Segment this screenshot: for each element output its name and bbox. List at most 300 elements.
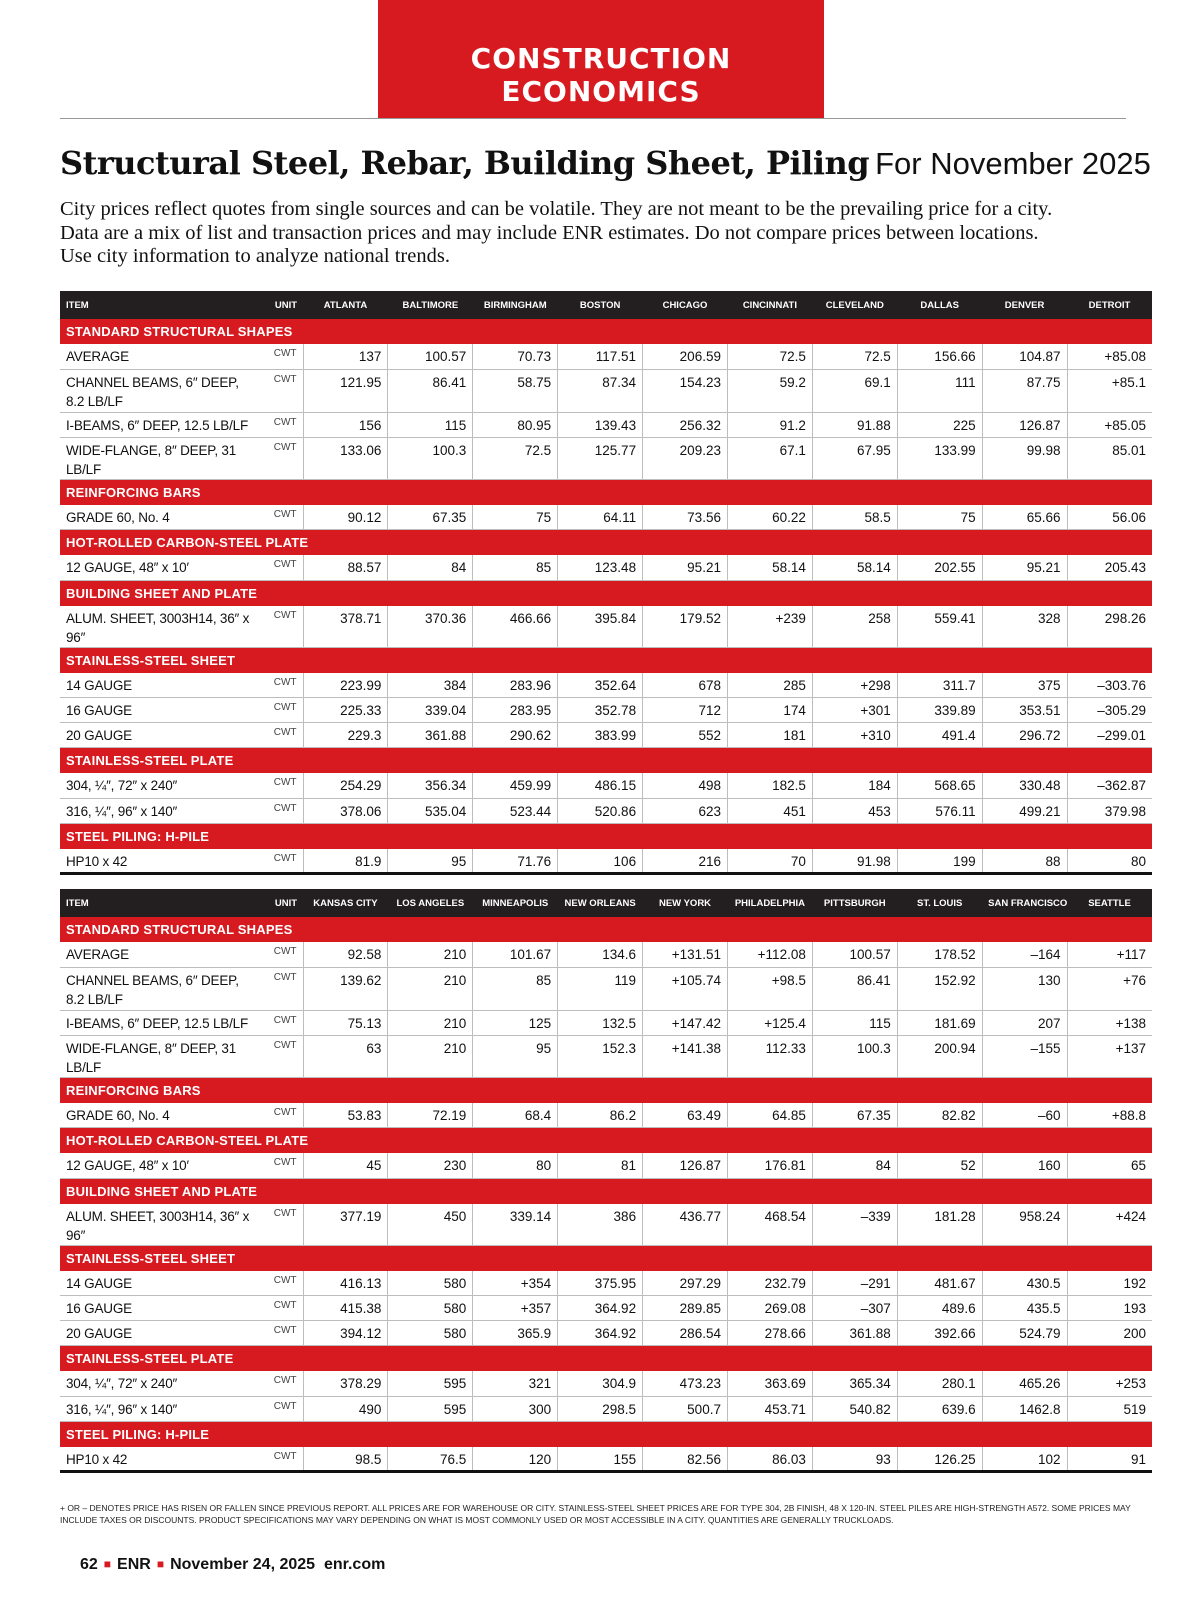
price-cell: 202.55 bbox=[897, 555, 982, 580]
price-cell: 392.66 bbox=[897, 1321, 982, 1346]
column-header-city: DETROIT bbox=[1067, 291, 1152, 319]
price-cell: 63.49 bbox=[643, 1103, 728, 1128]
price-cell: 379.98 bbox=[1067, 798, 1152, 823]
price-cell: 595 bbox=[388, 1371, 473, 1396]
unit-cell: CWT bbox=[265, 1010, 303, 1035]
price-cell: 297.29 bbox=[643, 1271, 728, 1296]
price-cell: 378.29 bbox=[303, 1371, 388, 1396]
unit-cell: CWT bbox=[265, 1035, 303, 1077]
intro-line: City prices reflect quotes from single sources and can be volatile. They are not meant to be the prevailing price for a city. bbox=[60, 198, 1053, 220]
intro-line: Use city information to analyze national trends. bbox=[60, 245, 450, 267]
unit-cell: CWT bbox=[265, 967, 303, 1010]
price-cell: 278.66 bbox=[727, 1321, 812, 1346]
price-cell: –303.76 bbox=[1067, 673, 1152, 698]
price-cell: 375.95 bbox=[558, 1271, 643, 1296]
column-header-city: CHICAGO bbox=[643, 291, 728, 319]
unit-cell: CWT bbox=[265, 1371, 303, 1396]
price-cell: 486.15 bbox=[558, 773, 643, 798]
price-cell: 580 bbox=[388, 1296, 473, 1321]
price-cell: 67.35 bbox=[812, 1103, 897, 1128]
table-row bbox=[60, 673, 1152, 698]
price-cell: 415.38 bbox=[303, 1296, 388, 1321]
price-cell: 100.57 bbox=[812, 942, 897, 967]
price-cell: 229.3 bbox=[303, 723, 388, 748]
section-title: STANDARD STRUCTURAL SHAPES bbox=[60, 319, 1152, 344]
table-row bbox=[60, 1204, 1152, 1246]
section-header-row bbox=[60, 917, 1152, 942]
price-cell: 86.41 bbox=[388, 369, 473, 412]
price-cell: 82.82 bbox=[897, 1103, 982, 1128]
item-name: ALUM. SHEET, 3003H14, 36″ x 96″ bbox=[60, 606, 265, 648]
price-cell: +117 bbox=[1067, 942, 1152, 967]
price-cell: 80.95 bbox=[473, 412, 558, 437]
column-header-city: KANSAS CITY bbox=[303, 889, 388, 917]
item-name: 16 GAUGE bbox=[60, 1296, 265, 1321]
price-cell: 115 bbox=[812, 1010, 897, 1035]
page-number: 62 bbox=[80, 1556, 98, 1573]
unit-cell: CWT bbox=[265, 505, 303, 530]
price-cell: 283.95 bbox=[473, 698, 558, 723]
section-title: STAINLESS-STEEL SHEET bbox=[60, 1245, 1152, 1271]
price-cell: 95.21 bbox=[643, 555, 728, 580]
page-folio bbox=[80, 1556, 385, 1574]
price-cell: +357 bbox=[473, 1296, 558, 1321]
section-title: BUILDING SHEET AND PLATE bbox=[60, 1178, 1152, 1204]
price-cell: 200.94 bbox=[897, 1035, 982, 1077]
item-name: 304, ¼″, 72″ x 240″ bbox=[60, 1371, 265, 1396]
table-row bbox=[60, 505, 1152, 530]
section-header-row bbox=[60, 479, 1152, 505]
price-cell: 152.3 bbox=[558, 1035, 643, 1077]
price-cell: 378.71 bbox=[303, 606, 388, 648]
column-header-city: CINCINNATI bbox=[727, 291, 812, 319]
item-name: CHANNEL BEAMS, 6″ DEEP, 8.2 LB/LF bbox=[60, 967, 265, 1010]
section-header-row bbox=[60, 580, 1152, 606]
price-cell: 67.35 bbox=[388, 505, 473, 530]
price-cell: 91.98 bbox=[812, 849, 897, 874]
table-row bbox=[60, 412, 1152, 437]
section-title: STAINLESS-STEEL SHEET bbox=[60, 647, 1152, 673]
price-cell: 72.19 bbox=[388, 1103, 473, 1128]
price-cell: 580 bbox=[388, 1271, 473, 1296]
price-cell: 223.99 bbox=[303, 673, 388, 698]
price-cell: 370.36 bbox=[388, 606, 473, 648]
price-cell: +147.42 bbox=[643, 1010, 728, 1035]
price-cell: 69.1 bbox=[812, 369, 897, 412]
unit-cell: CWT bbox=[265, 1103, 303, 1128]
price-cell: 210 bbox=[388, 1010, 473, 1035]
section-title: STEEL PILING: H-PILE bbox=[60, 1421, 1152, 1447]
column-header-city: NEW ORLEANS bbox=[558, 889, 643, 917]
price-cell: 258 bbox=[812, 606, 897, 648]
section-title: STEEL PILING: H-PILE bbox=[60, 823, 1152, 849]
price-cell: 125.77 bbox=[558, 437, 643, 479]
price-cell: +76 bbox=[1067, 967, 1152, 1010]
price-cell: 70.73 bbox=[473, 344, 558, 369]
price-cell: 468.54 bbox=[727, 1204, 812, 1246]
price-cell: 84 bbox=[388, 555, 473, 580]
price-cell: –299.01 bbox=[1067, 723, 1152, 748]
price-cell: 377.19 bbox=[303, 1204, 388, 1246]
section-title: REINFORCING BARS bbox=[60, 479, 1152, 505]
price-cell: 75 bbox=[897, 505, 982, 530]
table-row bbox=[60, 773, 1152, 798]
price-cell: 207 bbox=[982, 1010, 1067, 1035]
price-cell: 100.3 bbox=[812, 1035, 897, 1077]
price-cell: +298 bbox=[812, 673, 897, 698]
price-cell: 58.75 bbox=[473, 369, 558, 412]
price-cell: 459.99 bbox=[473, 773, 558, 798]
price-cell: –305.29 bbox=[1067, 698, 1152, 723]
price-cell: 67.95 bbox=[812, 437, 897, 479]
price-cell: 87.34 bbox=[558, 369, 643, 412]
item-name: AVERAGE bbox=[60, 942, 265, 967]
unit-cell: CWT bbox=[265, 555, 303, 580]
price-cell: 300 bbox=[473, 1396, 558, 1421]
price-cell: 491.4 bbox=[897, 723, 982, 748]
unit-cell: CWT bbox=[265, 773, 303, 798]
price-cell: 364.92 bbox=[558, 1296, 643, 1321]
price-cell: 193 bbox=[1067, 1296, 1152, 1321]
price-cell: 394.12 bbox=[303, 1321, 388, 1346]
section-header-row bbox=[60, 1128, 1152, 1154]
price-cell: +85.05 bbox=[1067, 412, 1152, 437]
price-cell: +424 bbox=[1067, 1204, 1152, 1246]
page-title-sub: For November 2025 bbox=[875, 146, 1151, 181]
table-header-row bbox=[60, 291, 1152, 319]
table-row bbox=[60, 606, 1152, 648]
unit-cell: CWT bbox=[265, 344, 303, 369]
price-cell: 453.71 bbox=[727, 1396, 812, 1421]
price-cell: 209.23 bbox=[643, 437, 728, 479]
unit-cell: CWT bbox=[265, 849, 303, 874]
price-cell: 384 bbox=[388, 673, 473, 698]
table-row bbox=[60, 437, 1152, 479]
table-row bbox=[60, 1296, 1152, 1321]
column-header-city: SEATTLE bbox=[1067, 889, 1152, 917]
item-name: HP10 x 42 bbox=[60, 849, 265, 874]
price-cell: 465.26 bbox=[982, 1371, 1067, 1396]
price-cell: 199 bbox=[897, 849, 982, 874]
price-cell: 436.77 bbox=[643, 1204, 728, 1246]
price-cell: 352.78 bbox=[558, 698, 643, 723]
item-name: 304, ¼″, 72″ x 240″ bbox=[60, 773, 265, 798]
table-row bbox=[60, 1035, 1152, 1077]
price-cell: 75 bbox=[473, 505, 558, 530]
price-cell: 205.43 bbox=[1067, 555, 1152, 580]
price-cell: 232.79 bbox=[727, 1271, 812, 1296]
price-cell: 117.51 bbox=[558, 344, 643, 369]
price-cell: +137 bbox=[1067, 1035, 1152, 1077]
table-row bbox=[60, 723, 1152, 748]
item-name: GRADE 60, No. 4 bbox=[60, 1103, 265, 1128]
price-cell: 115 bbox=[388, 412, 473, 437]
price-cell: 450 bbox=[388, 1204, 473, 1246]
table-row bbox=[60, 1371, 1152, 1396]
section-header-row bbox=[60, 1077, 1152, 1103]
price-cell: 56.06 bbox=[1067, 505, 1152, 530]
column-header-city: NEW YORK bbox=[643, 889, 728, 917]
price-cell: 339.04 bbox=[388, 698, 473, 723]
price-cell: 481.67 bbox=[897, 1271, 982, 1296]
price-cell: 139.62 bbox=[303, 967, 388, 1010]
price-cell: 430.5 bbox=[982, 1271, 1067, 1296]
price-cell: 256.32 bbox=[643, 412, 728, 437]
unit-cell: CWT bbox=[265, 1153, 303, 1178]
price-cell: 102 bbox=[982, 1447, 1067, 1472]
page-title-main: Structural Steel, Rebar, Building Sheet, Piling bbox=[60, 144, 870, 182]
table-header-row bbox=[60, 889, 1152, 917]
price-cell: 280.1 bbox=[897, 1371, 982, 1396]
price-cell: 296.72 bbox=[982, 723, 1067, 748]
price-cell: 184 bbox=[812, 773, 897, 798]
section-title: STAINLESS-STEEL PLATE bbox=[60, 1346, 1152, 1372]
price-cell: 490 bbox=[303, 1396, 388, 1421]
footnote: + OR – DENOTES PRICE HAS RISEN OR FALLEN SINCE PREVIOUS REPORT. ALL PRICES ARE FOR WAREHOUSE OR CITY. STAINLESS-STEEL SHEET PRICES ARE FOR TYPE 304, 2B FINISH, 48 X 120-IN. STEEL PILES ARE HIGH-STRENGTH A572. SOME PRICES MAY INCLUDE TAXES OR DISCOUNTS. PRODUCT SPECIFICATIONS MAY VARY DEPENDING ON WHAT IS MOST COMMONLY USED OR MOST ACCESSIBLE IN A CITY. QUANTITIES ARE GENERALLY TRUCKLOADS. bbox=[60, 1503, 1131, 1525]
price-cell: 112.33 bbox=[727, 1035, 812, 1077]
price-cell: 353.51 bbox=[982, 698, 1067, 723]
issue-date: November 24, 2025 bbox=[170, 1556, 316, 1573]
price-cell: 678 bbox=[643, 673, 728, 698]
price-cell: 182.5 bbox=[727, 773, 812, 798]
section-header-row bbox=[60, 823, 1152, 849]
price-cell: 363.69 bbox=[727, 1371, 812, 1396]
section-banner bbox=[378, 0, 824, 118]
price-cell: 70 bbox=[727, 849, 812, 874]
table-row bbox=[60, 967, 1152, 1010]
item-name: 20 GAUGE bbox=[60, 723, 265, 748]
price-cell: +301 bbox=[812, 698, 897, 723]
column-header-city: ST. LOUIS bbox=[897, 889, 982, 917]
table-row bbox=[60, 555, 1152, 580]
price-cell: 498 bbox=[643, 773, 728, 798]
section-title: STAINLESS-STEEL PLATE bbox=[60, 748, 1152, 774]
column-header-city: PHILADELPHIA bbox=[727, 889, 812, 917]
price-cell: 58.14 bbox=[812, 555, 897, 580]
price-cell: 206.59 bbox=[643, 344, 728, 369]
column-header-city: DALLAS bbox=[897, 291, 982, 319]
item-name: WIDE-FLANGE, 8″ DEEP, 31 LB/LF bbox=[60, 1035, 265, 1077]
unit-cell: CWT bbox=[265, 723, 303, 748]
column-header-unit: UNIT bbox=[265, 889, 303, 917]
unit-cell: CWT bbox=[265, 1447, 303, 1472]
price-cell: 60.22 bbox=[727, 505, 812, 530]
price-cell: 139.43 bbox=[558, 412, 643, 437]
price-cell: +88.8 bbox=[1067, 1103, 1152, 1128]
price-cell: 200 bbox=[1067, 1321, 1152, 1346]
price-cell: 535.04 bbox=[388, 798, 473, 823]
price-cell: 91 bbox=[1067, 1447, 1152, 1472]
price-cell: 225 bbox=[897, 412, 982, 437]
price-cell: 210 bbox=[388, 942, 473, 967]
price-cell: 126.87 bbox=[643, 1153, 728, 1178]
price-cell: +138 bbox=[1067, 1010, 1152, 1035]
price-cell: 580 bbox=[388, 1321, 473, 1346]
price-cell: –164 bbox=[982, 942, 1067, 967]
price-cell: 499.21 bbox=[982, 798, 1067, 823]
item-name: HP10 x 42 bbox=[60, 1447, 265, 1472]
table-row bbox=[60, 1153, 1152, 1178]
price-cell: 192 bbox=[1067, 1271, 1152, 1296]
price-cell: 623 bbox=[643, 798, 728, 823]
section-header-row bbox=[60, 1346, 1152, 1372]
price-cell: 134.6 bbox=[558, 942, 643, 967]
price-cell: 155 bbox=[558, 1447, 643, 1472]
price-cell: 64.85 bbox=[727, 1103, 812, 1128]
price-cell: 86.41 bbox=[812, 967, 897, 1010]
price-cell: 106 bbox=[558, 849, 643, 874]
table-row bbox=[60, 1396, 1152, 1421]
unit-cell: CWT bbox=[265, 437, 303, 479]
price-cell: 84 bbox=[812, 1153, 897, 1178]
unit-cell: CWT bbox=[265, 698, 303, 723]
price-cell: 451 bbox=[727, 798, 812, 823]
price-cell: 269.08 bbox=[727, 1296, 812, 1321]
price-cell: 88.57 bbox=[303, 555, 388, 580]
price-cell: 85 bbox=[473, 555, 558, 580]
price-cell: 154.23 bbox=[643, 369, 728, 412]
intro-line: Data are a mix of list and transaction prices and may include ENR estimates. Do not compare prices between locations. bbox=[60, 221, 1039, 244]
price-cell: –60 bbox=[982, 1103, 1067, 1128]
price-cell: 356.34 bbox=[388, 773, 473, 798]
price-cell: 958.24 bbox=[982, 1204, 1067, 1246]
item-name: 316, ¼″, 96″ x 140″ bbox=[60, 1396, 265, 1421]
price-cell: 137 bbox=[303, 344, 388, 369]
column-header-city: BIRMINGHAM bbox=[473, 291, 558, 319]
section-title: BUILDING SHEET AND PLATE bbox=[60, 580, 1152, 606]
price-cell: 181.28 bbox=[897, 1204, 982, 1246]
price-cell: 95 bbox=[388, 849, 473, 874]
price-cell: 375 bbox=[982, 673, 1067, 698]
item-name: I-BEAMS, 6″ DEEP, 12.5 LB/LF bbox=[60, 412, 265, 437]
price-cell: 500.7 bbox=[643, 1396, 728, 1421]
unit-cell: CWT bbox=[265, 798, 303, 823]
price-cell: –362.87 bbox=[1067, 773, 1152, 798]
table-row bbox=[60, 1271, 1152, 1296]
price-cell: 473.23 bbox=[643, 1371, 728, 1396]
table-row bbox=[60, 1447, 1152, 1472]
price-cell: 80 bbox=[473, 1153, 558, 1178]
price-cell: 298.5 bbox=[558, 1396, 643, 1421]
price-cell: 520.86 bbox=[558, 798, 643, 823]
price-cell: +253 bbox=[1067, 1371, 1152, 1396]
price-cell: +98.5 bbox=[727, 967, 812, 1010]
page-title bbox=[60, 144, 1160, 182]
price-cell: 99.98 bbox=[982, 437, 1067, 479]
website: enr.com bbox=[323, 1556, 386, 1573]
price-cell: 378.06 bbox=[303, 798, 388, 823]
price-cell: 81 bbox=[558, 1153, 643, 1178]
price-cell: 104.87 bbox=[982, 344, 1067, 369]
price-cell: 225.33 bbox=[303, 698, 388, 723]
price-cell: 416.13 bbox=[303, 1271, 388, 1296]
price-cell: 179.52 bbox=[643, 606, 728, 648]
column-header-city: BALTIMORE bbox=[388, 291, 473, 319]
price-cell: 86.2 bbox=[558, 1103, 643, 1128]
price-cell: 68.4 bbox=[473, 1103, 558, 1128]
price-cell: 712 bbox=[643, 698, 728, 723]
price-cell: 75.13 bbox=[303, 1010, 388, 1035]
intro-paragraph bbox=[60, 198, 1140, 269]
item-name: 14 GAUGE bbox=[60, 1271, 265, 1296]
price-cell: 123.48 bbox=[558, 555, 643, 580]
unit-cell: CWT bbox=[265, 1321, 303, 1346]
price-cell: –291 bbox=[812, 1271, 897, 1296]
table-row bbox=[60, 942, 1152, 967]
price-cell: 133.06 bbox=[303, 437, 388, 479]
item-name: 20 GAUGE bbox=[60, 1321, 265, 1346]
price-cell: 364.92 bbox=[558, 1321, 643, 1346]
price-cell: 568.65 bbox=[897, 773, 982, 798]
item-name: I-BEAMS, 6″ DEEP, 12.5 LB/LF bbox=[60, 1010, 265, 1035]
table-row bbox=[60, 1010, 1152, 1035]
price-cell: 489.6 bbox=[897, 1296, 982, 1321]
unit-cell: CWT bbox=[265, 942, 303, 967]
price-cell: 65 bbox=[1067, 1153, 1152, 1178]
price-cell: 67.1 bbox=[727, 437, 812, 479]
column-header-city: BOSTON bbox=[558, 291, 643, 319]
price-cell: +239 bbox=[727, 606, 812, 648]
column-header-item: ITEM bbox=[60, 889, 265, 917]
price-cell: 352.64 bbox=[558, 673, 643, 698]
price-cell: 101.67 bbox=[473, 942, 558, 967]
price-cell: 52 bbox=[897, 1153, 982, 1178]
price-cell: 395.84 bbox=[558, 606, 643, 648]
price-cell: 435.5 bbox=[982, 1296, 1067, 1321]
price-cell: 126.87 bbox=[982, 412, 1067, 437]
price-cell: 524.79 bbox=[982, 1321, 1067, 1346]
price-cell: 86.03 bbox=[727, 1447, 812, 1472]
price-cell: 71.76 bbox=[473, 849, 558, 874]
price-cell: 230 bbox=[388, 1153, 473, 1178]
section-header-row bbox=[60, 1178, 1152, 1204]
table-row bbox=[60, 344, 1152, 369]
price-cell: 81.9 bbox=[303, 849, 388, 874]
price-cell: 58.14 bbox=[727, 555, 812, 580]
price-cell: 339.89 bbox=[897, 698, 982, 723]
price-cell: 65.66 bbox=[982, 505, 1067, 530]
price-cell: 216 bbox=[643, 849, 728, 874]
separator-square-icon: ■ bbox=[103, 1557, 112, 1571]
section-banner-label: CONSTRUCTION ECONOMICS bbox=[470, 42, 732, 108]
price-cell: 120 bbox=[473, 1447, 558, 1472]
price-cell: 53.83 bbox=[303, 1103, 388, 1128]
price-cell: 100.57 bbox=[388, 344, 473, 369]
section-header-row bbox=[60, 647, 1152, 673]
unit-cell: CWT bbox=[265, 412, 303, 437]
price-cell: +112.08 bbox=[727, 942, 812, 967]
price-cell: 160 bbox=[982, 1153, 1067, 1178]
price-cell: +105.74 bbox=[643, 967, 728, 1010]
price-cell: 311.7 bbox=[897, 673, 982, 698]
price-cell: 519 bbox=[1067, 1396, 1152, 1421]
price-cell: 176.81 bbox=[727, 1153, 812, 1178]
price-cell: 595 bbox=[388, 1396, 473, 1421]
price-cell: 95 bbox=[473, 1035, 558, 1077]
price-cell: 383.99 bbox=[558, 723, 643, 748]
magazine-name: ENR bbox=[117, 1556, 151, 1573]
price-cell: 466.66 bbox=[473, 606, 558, 648]
price-cell: 72.5 bbox=[812, 344, 897, 369]
price-cell: 72.5 bbox=[473, 437, 558, 479]
price-cell: +85.1 bbox=[1067, 369, 1152, 412]
column-header-item: ITEM bbox=[60, 291, 265, 319]
price-cell: 100.3 bbox=[388, 437, 473, 479]
price-cell: 298.26 bbox=[1067, 606, 1152, 648]
price-cell: 156 bbox=[303, 412, 388, 437]
column-header-city: CLEVELAND bbox=[812, 291, 897, 319]
price-cell: 339.14 bbox=[473, 1204, 558, 1246]
